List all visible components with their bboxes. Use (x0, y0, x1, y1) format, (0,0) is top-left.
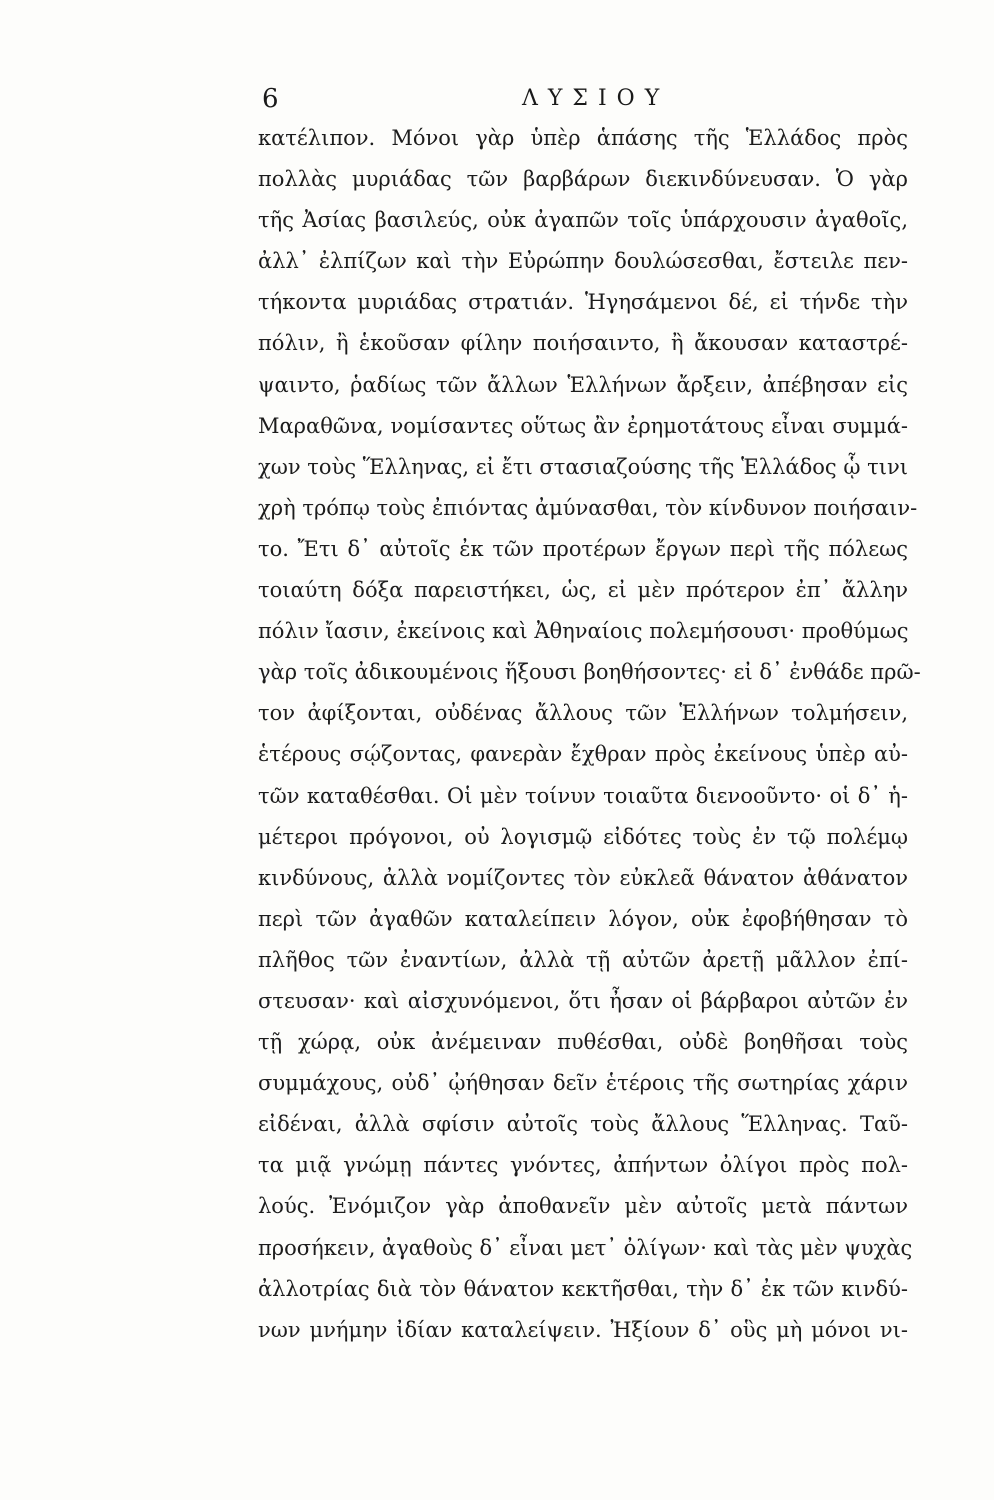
text-line: πλῆθος τῶν ἐναντίων, ἀλλὰ τῇ αὐτῶν ἀρετῇ μᾶλλον ἐπί- (258, 947, 908, 972)
text-line: τῆς Ἀσίας βασιλεύς, οὐκ ἀγαπῶν τοῖς ὑπάρχουσιν ἀγαθοῖς, (258, 208, 908, 233)
text-line: εἰδέναι, ἀλλὰ σφίσιν αὐτοῖς τοὺς ἄλλους Ἕλληνας. Ταῦ- (258, 1112, 908, 1137)
text-line: χρὴ τρόπῳ τοὺς ἐπιόντας ἀμύνασθαι, τὸν κίνδυνον ποιήσαιν- (258, 495, 918, 520)
text-line: μέτεροι πρόγονοι, οὐ λογισμῷ εἰδότες τοὺς ἐν τῷ πολέμῳ (258, 824, 908, 849)
text-line: στευσαν· καὶ αἰσχυνόμενοι, ὅτι ἦσαν οἱ βάρβαροι αὐτῶν ἐν (258, 988, 908, 1013)
text-line: πολλὰς μυριάδας τῶν βαρβάρων διεκινδύνευσαν. Ὁ γὰρ (258, 167, 908, 192)
text-line: συμμάχους, οὐδ᾽ ᾠήθησαν δεῖν ἑτέροις τῆς σωτηρίας χάριν (258, 1071, 908, 1096)
text-line: κατέλιπον. Μόνοι γὰρ ὑπὲρ ἁπάσης τῆς Ἑλλάδος πρὸς (258, 126, 908, 150)
text-line: ψαιντο, ῥαδίως τῶν ἄλλων Ἑλλήνων ἄρξειν, ἀπέβησαν εἰς (258, 372, 908, 397)
running-head: ΛΥΣΙΟΥ (522, 86, 670, 111)
text-line: χων τοὺς Ἕλληνας, εἰ ἔτι στασιαζούσης τῆς Ἑλλάδος ᾧ τινι (258, 454, 908, 479)
text-line: τῇ χώρᾳ, οὐκ ἀνέμειναν πυθέσθαι, οὐδὲ βοηθῆσαι τοὺς (258, 1030, 908, 1055)
page-number: 6 (262, 84, 279, 114)
text-line: τον ἀφίξονται, οὐδένας ἄλλους τῶν Ἑλλήνων τολμήσειν, (258, 701, 908, 726)
text-line: γὰρ τοῖς ἀδικουμένοις ἥξουσι βοηθήσοντες· εἰ δ᾽ ἐνθάδε πρῶ- (258, 660, 921, 685)
text-line: πόλιν ἴασιν, ἐκείνοις καὶ Ἀθηναίοις πολεμήσουσι· προθύμως (258, 619, 909, 644)
text-line: τα μιᾷ γνώμῃ πάντες γνόντες, ἀπήντων ὀλίγοι πρὸς πολ- (258, 1153, 908, 1178)
text-line: το. Ἔτι δ᾽ αὐτοῖς ἐκ τῶν προτέρων ἔργων περὶ τῆς πόλεως (258, 536, 908, 561)
text-line: λούς. Ἐνόμιζον γὰρ ἀποθανεῖν μὲν αὐτοῖς μετὰ πάντων (258, 1194, 908, 1219)
text-line: τῶν καταθέσθαι. Οἱ μὲν τοίνυν τοιαῦτα διενοοῦντο· οἱ δ᾽ ἡ- (258, 783, 908, 808)
text-line: πόλιν, ἢ ἑκοῦσαν φίλην ποιήσαιντο, ἢ ἄκουσαν καταστρέ- (258, 331, 908, 356)
text-line: ἀλλοτρίας διὰ τὸν θάνατον κεκτῆσθαι, τὴν δ᾽ ἐκ τῶν κινδύ- (258, 1276, 908, 1301)
text-line: περὶ τῶν ἀγαθῶν καταλείπειν λόγον, οὐκ ἐφοβήθησαν τὸ (258, 906, 908, 931)
text-line: κινδύνους, ἀλλὰ νομίζοντες τὸν εὐκλεᾶ θάνατον ἀθάνατον (258, 865, 908, 890)
text-line: νων μνήμην ἰδίαν καταλείψειν. Ἠξίουν δ᾽ οὓς μὴ μόνοι νι- (258, 1317, 908, 1342)
text-line: Μαραθῶνα, νομίσαντες οὕτως ἂν ἐρημοτάτους εἶναι συμμά- (258, 413, 908, 438)
text-line: ἀλλ᾽ ἐλπίζων καὶ τὴν Εὐρώπην δουλώσεσθαι, ἔστειλε πεν- (258, 249, 908, 274)
body-text (258, 118, 921, 1351)
text-line: προσήκειν, ἀγαθοὺς δ᾽ εἶναι μετ᾽ ὀλίγων· καὶ τὰς μὲν ψυχὰς (258, 1235, 913, 1260)
text-line: τήκοντα μυριάδας στρατιάν. Ἡγησάμενοι δέ, εἰ τήνδε τὴν (258, 290, 908, 315)
text-line: τοιαύτη δόξα παρειστήκει, ὡς, εἰ μὲν πρότερον ἐπ᾽ ἄλλην (258, 578, 908, 603)
text-line: ἑτέρους σῴζοντας, φανερὰν ἔχθραν πρὸς ἐκείνους ὑπὲρ αὐ- (258, 742, 908, 767)
